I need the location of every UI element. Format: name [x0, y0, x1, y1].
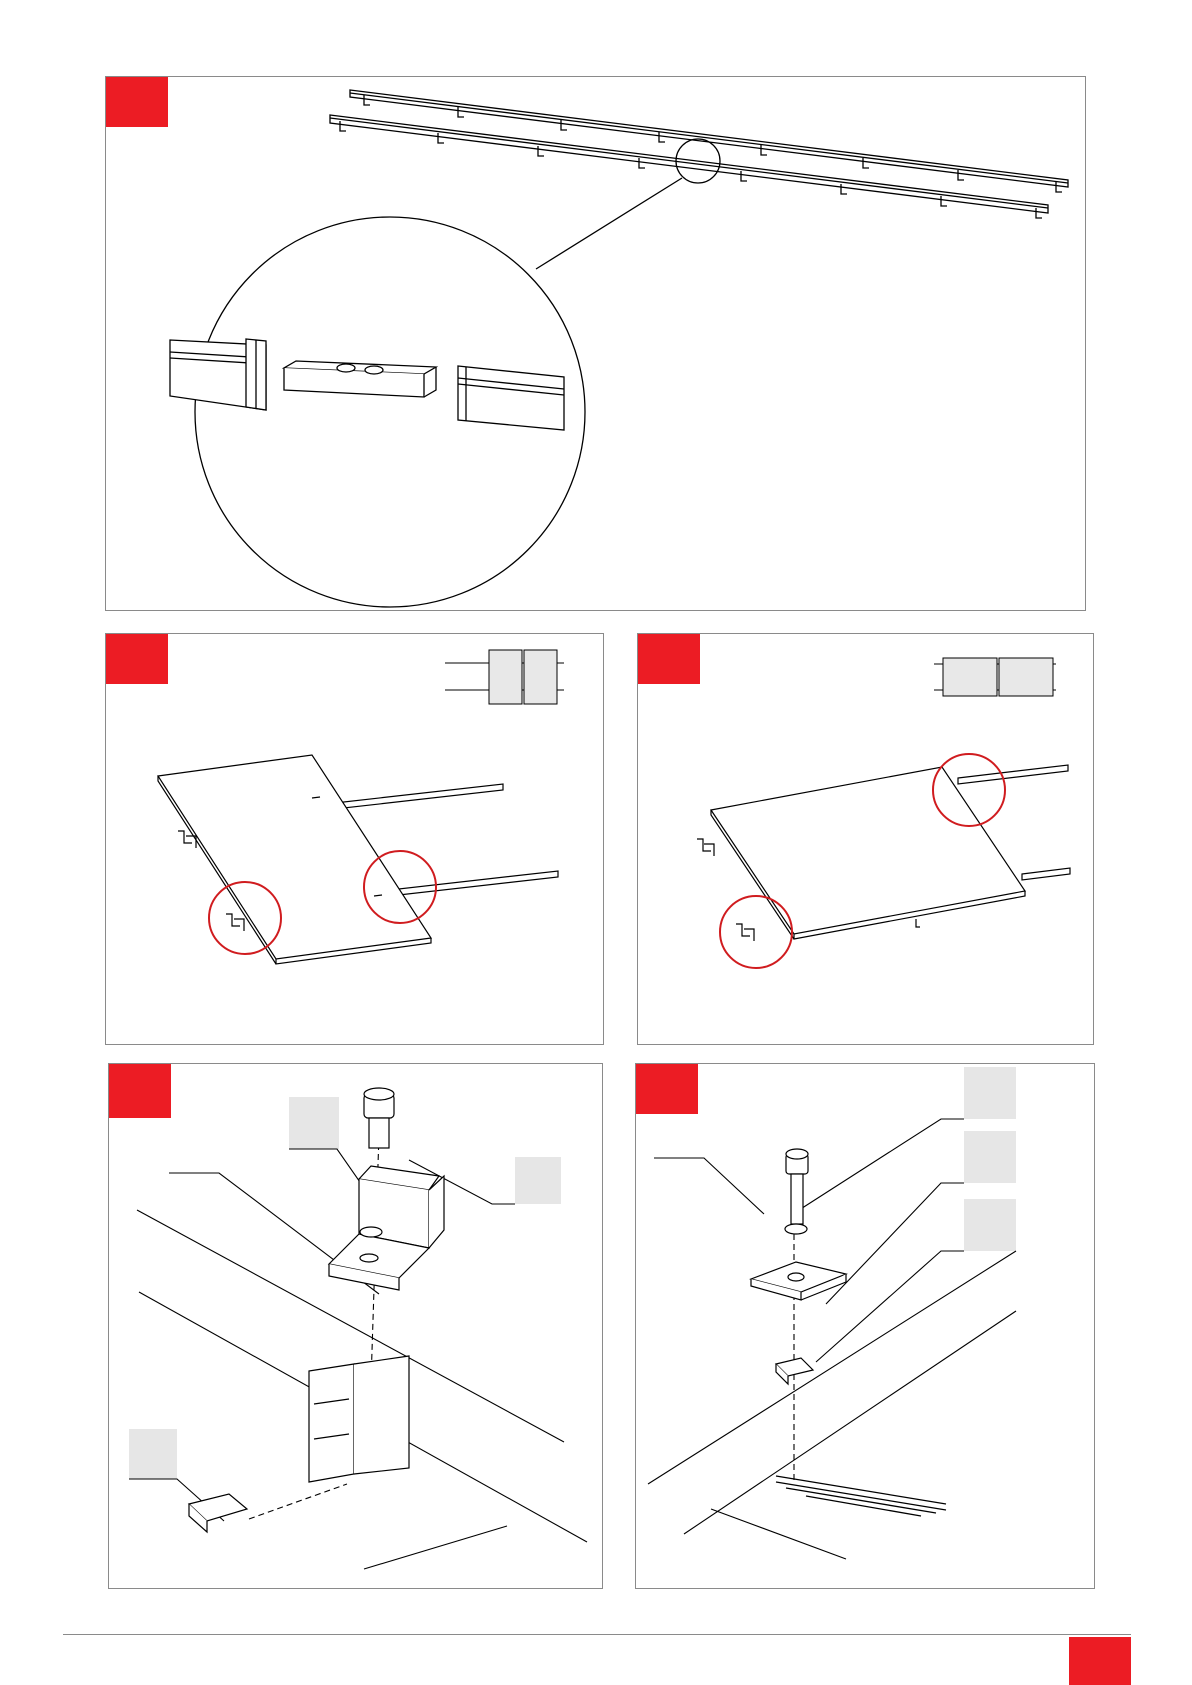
- middle-clamp-illustration: [636, 1064, 1096, 1590]
- landscape-orientation-icon: [934, 658, 1056, 696]
- end-clamp-illustration: [109, 1064, 604, 1590]
- step-4-panel: [108, 1063, 603, 1589]
- portrait-module-illustration: [106, 634, 605, 1046]
- step-3-panel: [637, 633, 1094, 1045]
- footer-rule: [63, 1634, 1131, 1635]
- rail-splice-illustration: [106, 77, 1087, 612]
- landscape-module-illustration: [638, 634, 1095, 1046]
- step-2-panel: [105, 633, 604, 1045]
- portrait-orientation-icon: [445, 650, 564, 704]
- step-5-panel: [635, 1063, 1095, 1589]
- page-number-tab: [1069, 1637, 1131, 1685]
- step-1-panel: [105, 76, 1086, 611]
